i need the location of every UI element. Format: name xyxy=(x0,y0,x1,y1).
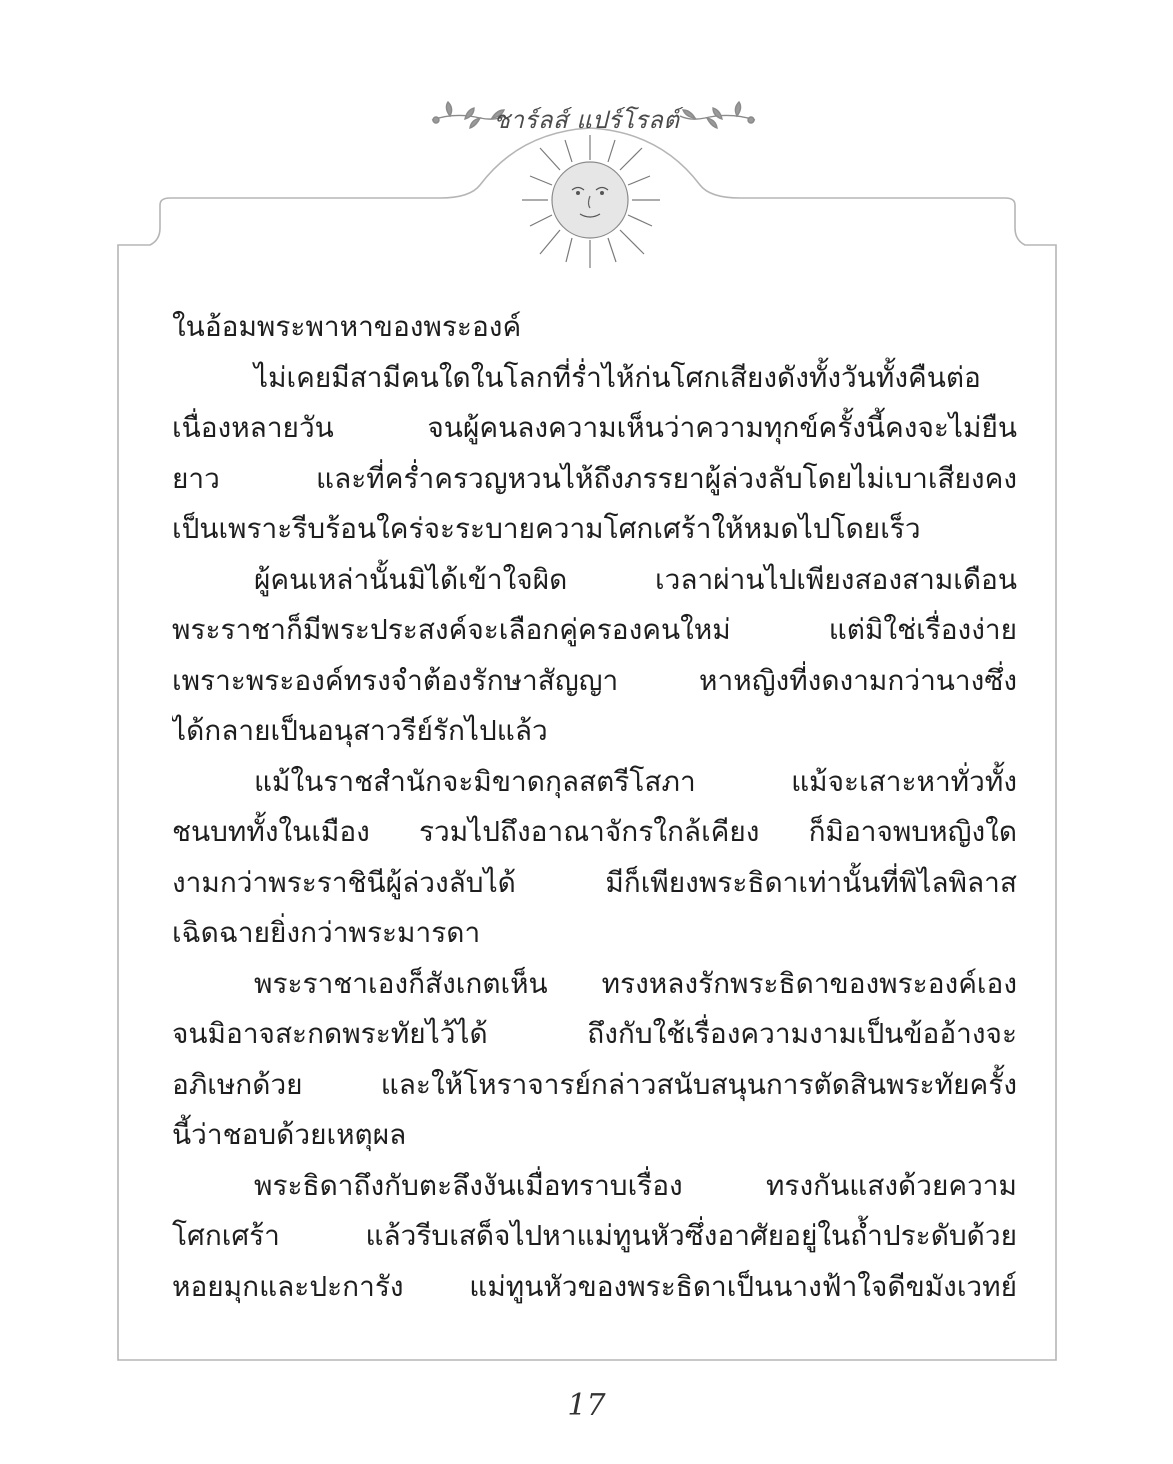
text-line: ได้กลายเป็นอนุสาวรีย์รักไปแล้ว xyxy=(172,714,548,747)
text-line: นี้ว่าชอบด้วยเหตุผล xyxy=(172,1118,407,1151)
text-line: จนมิอาจสะกดพระทัยไว้ได้ ถึงกับใช้เรื่องความงามเป็นข้ออ้างจะ xyxy=(172,1017,1017,1050)
sun-face-illustration xyxy=(522,135,660,268)
text-line: พระราชาเองก็สังเกตเห็น ทรงหลงรักพระธิดาของพระองค์เอง xyxy=(254,966,1017,1000)
sun-face-disc xyxy=(552,162,628,238)
text-line: ผู้คนเหล่านั้นมิได้เข้าใจผิด เวลาผ่านไปเพียงสองสามเดือน xyxy=(254,562,1017,596)
text-line: พระราชาก็มีพระประสงค์จะเลือกคู่ครองคนใหม่ แต่มิใช่เรื่องง่าย xyxy=(172,613,1017,646)
text-line: ในอ้อมพระพาหาของพระองค์ xyxy=(172,310,522,343)
text-line: เพราะพระองค์ทรงจำต้องรักษาสัญญา หาหญิงที่งดงามกว่านางซึ่ง xyxy=(172,663,1017,697)
text-line: หอยมุกและปะการัง แม่ทูนหัวของพระธิดาเป็นนางฟ้าใจดีขมังเวทย์ xyxy=(172,1269,1017,1303)
text-line: พระธิดาถึงกับตะลึงงันเมื่อทราบเรื่อง ทรงกันแสงด้วยความ xyxy=(254,1168,1017,1202)
text-line: ไม่เคยมีสามีคนใดในโลกที่ร่ำไห้ก่นโศกเสียงดังทั้งวันทั้งคืนต่อ xyxy=(254,360,981,394)
text-line: ชนบททั้งในเมือง รวมไปถึงอาณาจักรใกล้เคียง ก็มิอาจพบหญิงใด xyxy=(172,815,1017,848)
running-header xyxy=(0,100,1173,139)
body-text xyxy=(172,302,1017,1312)
text-line: เนื่องหลายวัน จนผู้คนลงความเห็นว่าความทุกข์ครั้งนี้คงจะไม่ยืน xyxy=(172,411,1017,444)
text-line: โศกเศร้า แล้วรีบเสด็จไปหาแม่ทูนหัวซึ่งอาศัยอยู่ในถ้ำประดับด้วย xyxy=(172,1219,1017,1252)
text-line: แม้ในราชสำนักจะมิขาดกุลสตรีโสภา แม้จะเสาะหาทั่วทั้ง xyxy=(254,764,1017,798)
text-line: เฉิดฉายยิ่งกว่าพระมารดา xyxy=(172,916,481,949)
page-number: 17 xyxy=(567,1388,606,1423)
running-header-title: ชาร์ลส์ แปร์โรลต์ xyxy=(493,106,680,134)
text-line: ยาว และที่คร่ำครวญหวนไห้ถึงภรรยาผู้ล่วงลับโดยไม่เบาเสียงคง xyxy=(172,461,1017,495)
text-line: อภิเษกด้วย และให้โหราจารย์กล่าวสนับสนุนการตัดสินพระทัยครั้ง xyxy=(172,1067,1017,1101)
text-line: งามกว่าพระราชินีผู้ล่วงลับได้ มีก็เพียงพระธิดาเท่านั้นที่พิไลพิลาส xyxy=(172,865,1017,899)
text-line: เป็นเพราะรีบร้อนใคร่จะระบายความโศกเศร้าให้หมดไปโดยเร็ว xyxy=(172,512,921,545)
